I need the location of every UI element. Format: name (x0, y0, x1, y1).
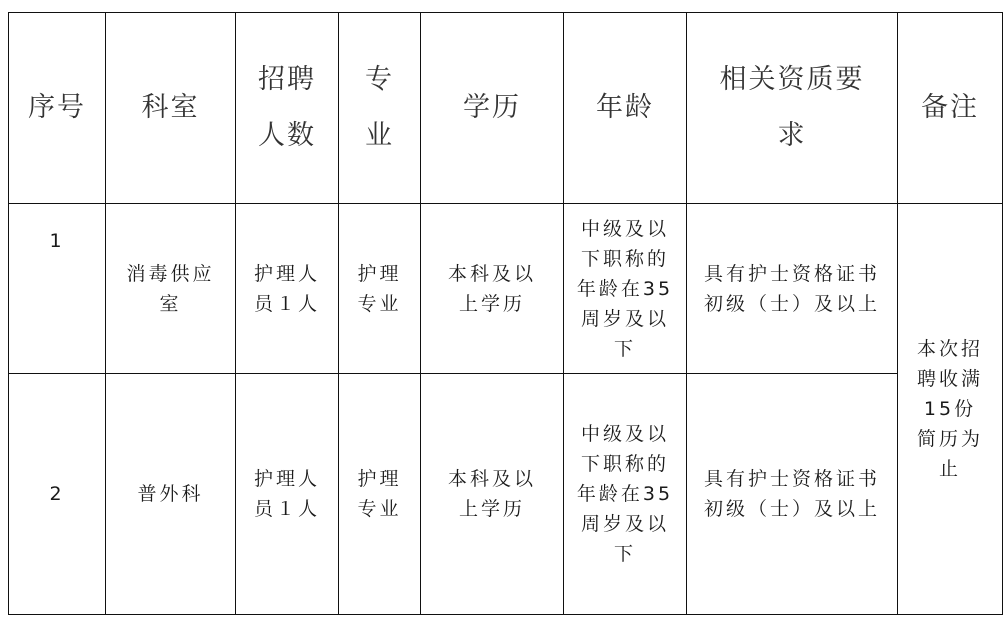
header-age: 年龄 (564, 13, 687, 204)
header-count: 招聘人数 (236, 13, 339, 204)
header-remark: 备注 (898, 13, 1003, 204)
row-age: 中级及以下职称的年龄在35周岁及以下 (564, 204, 687, 374)
recruitment-table (8, 12, 1003, 615)
header-seq: 序号 (9, 13, 106, 204)
header-row (9, 13, 1003, 204)
remark-cell: 本次招聘收满15份简历为止 (898, 204, 1003, 615)
row-age: 中级及以下职称的年龄在35周岁及以下 (564, 374, 687, 615)
header-education: 学历 (421, 13, 564, 204)
table-row (9, 374, 1003, 615)
header-department: 科室 (106, 13, 236, 204)
row-education: 本科及以上学历 (421, 204, 564, 374)
table-row (9, 204, 1003, 374)
row-department: 普外科 (106, 374, 236, 615)
row-major: 护理专业 (339, 204, 421, 374)
row-major: 护理专业 (339, 374, 421, 615)
row-count: 护理人员１人 (236, 204, 339, 374)
row-department: 消毒供应室 (106, 204, 236, 374)
row-seq: 1 (9, 204, 106, 374)
row-count: 护理人员１人 (236, 374, 339, 615)
row-education: 本科及以上学历 (421, 374, 564, 615)
row-qualification: 具有护士资格证书初级（士）及以上 (687, 374, 898, 615)
row-seq: 2 (9, 374, 106, 615)
header-qualification: 相关资质要求 (687, 13, 898, 204)
header-major: 专业 (339, 13, 421, 204)
row-qualification: 具有护士资格证书初级（士）及以上 (687, 204, 898, 374)
